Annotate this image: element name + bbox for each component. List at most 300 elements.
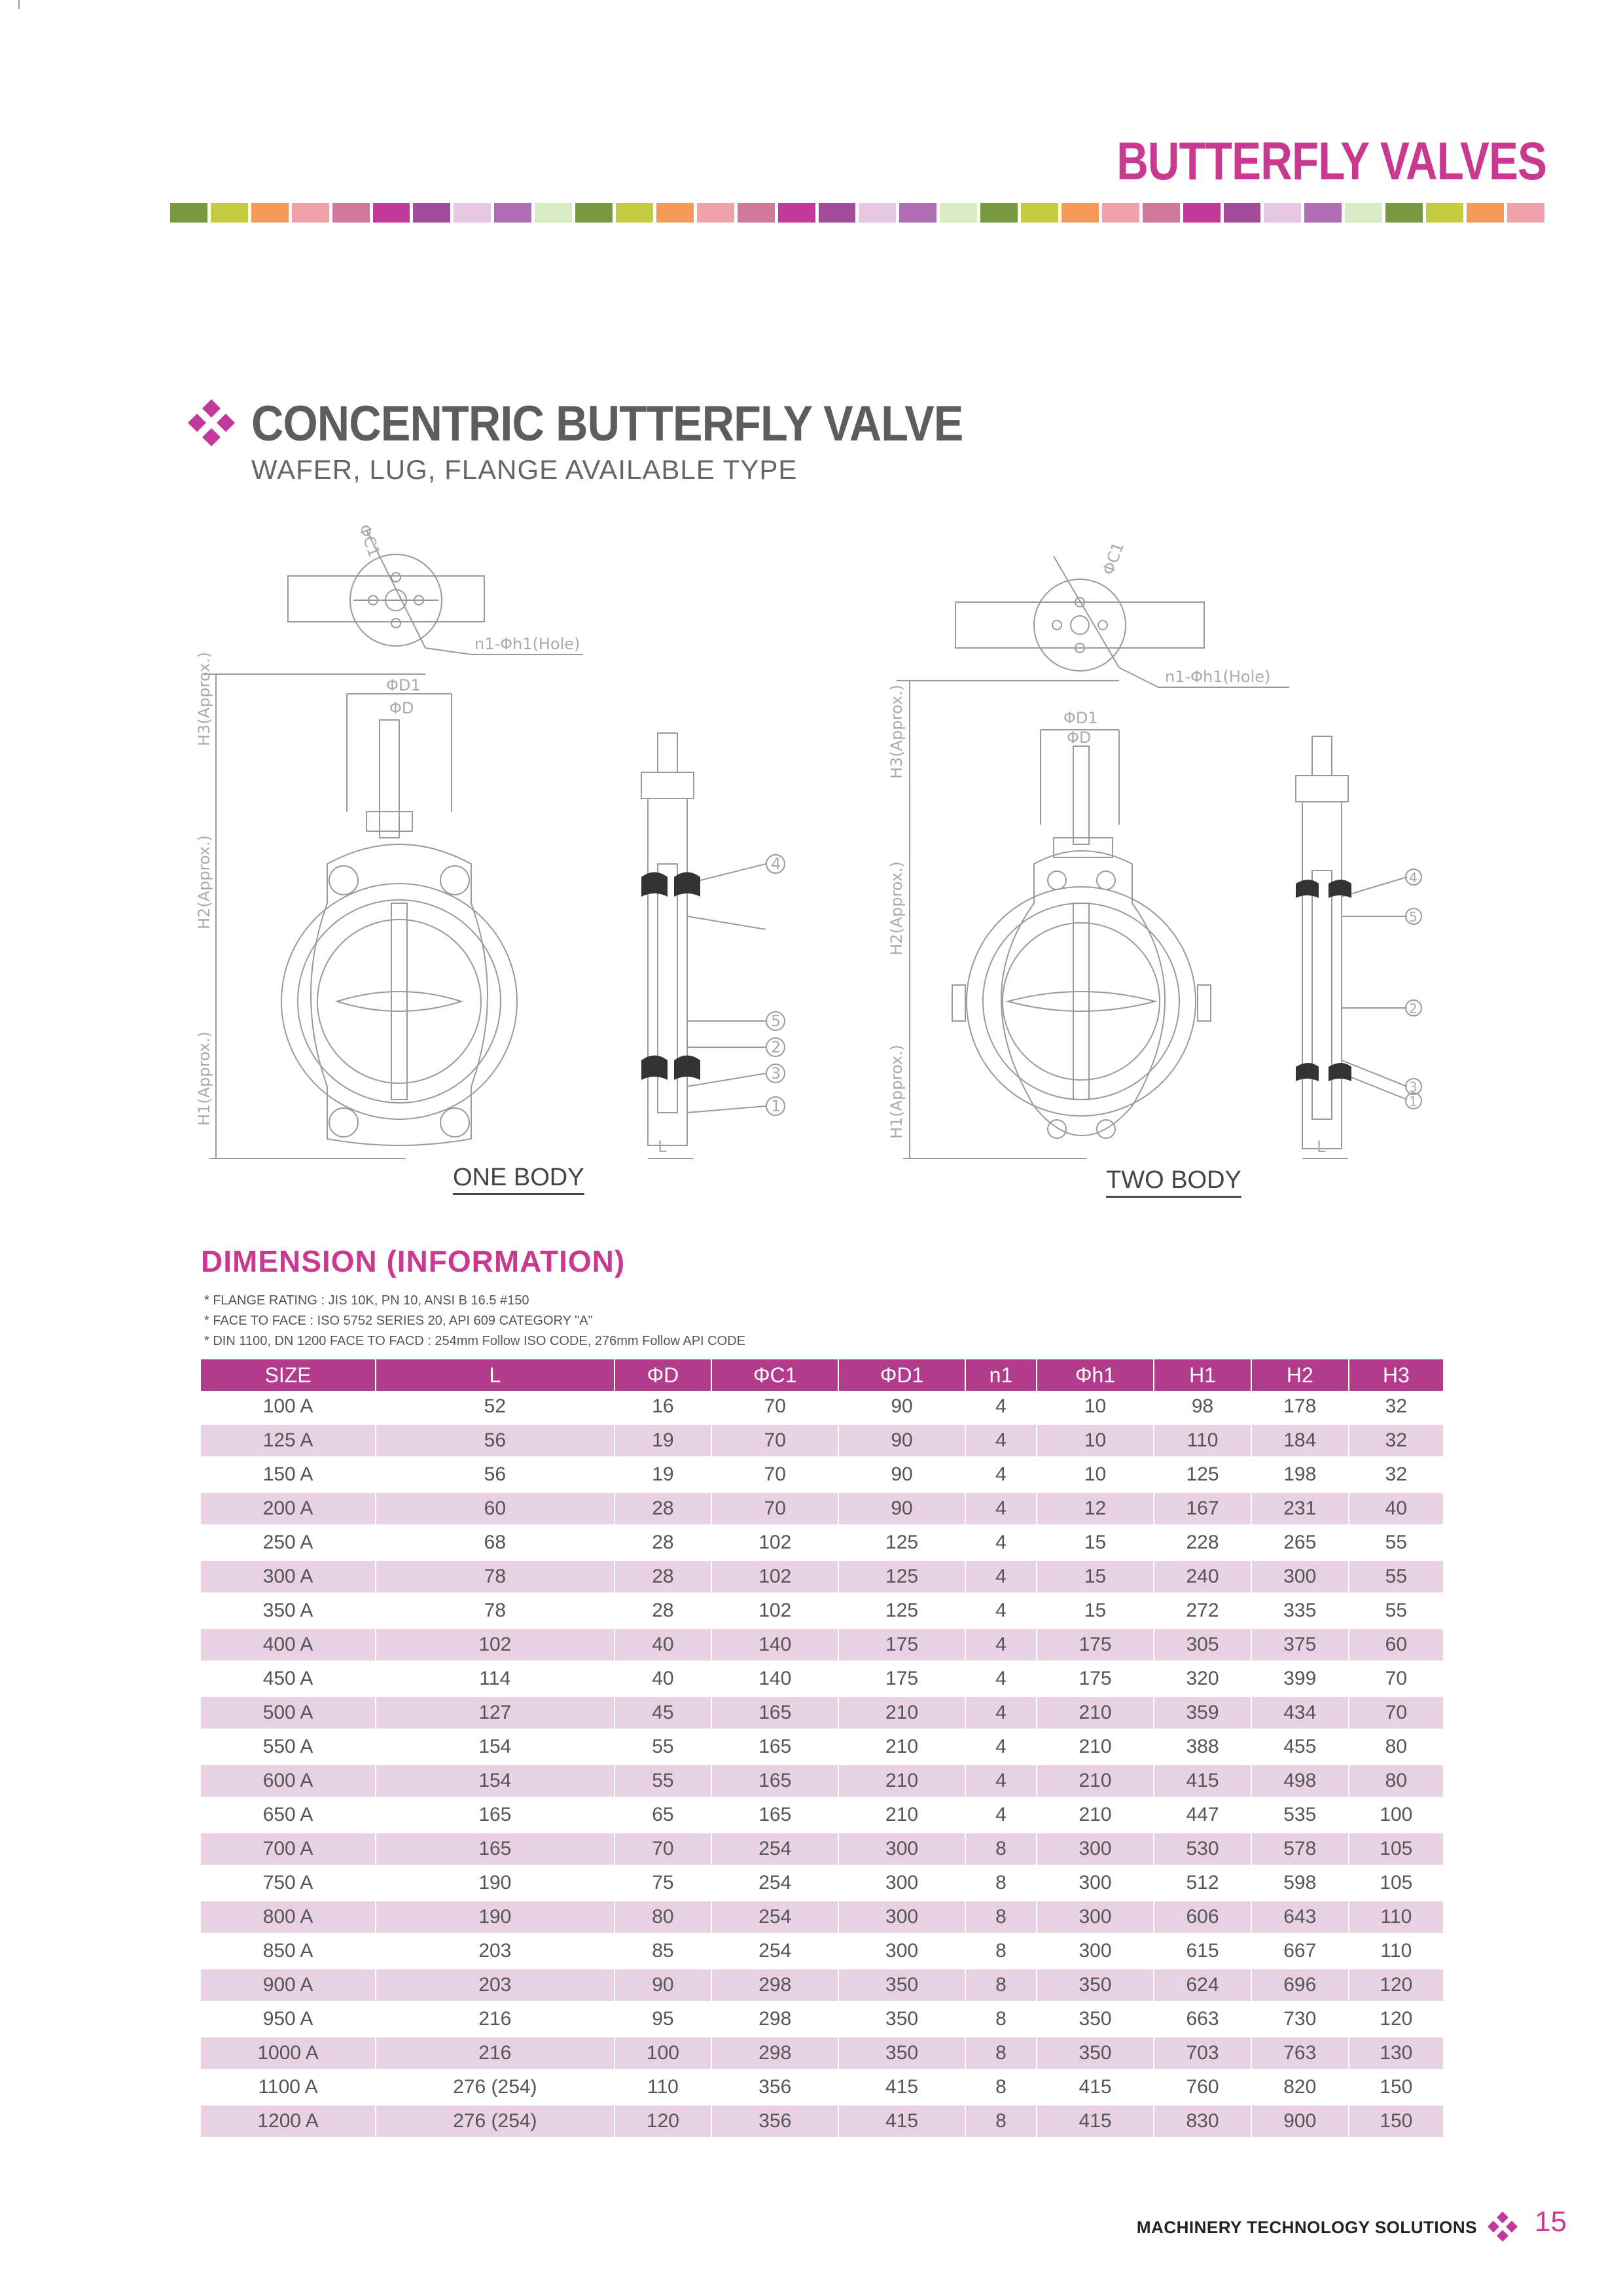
label-h1: H1(Approx.) — [195, 1031, 213, 1126]
table-cell: 90 — [615, 1969, 713, 2003]
table-cell: 120 — [1349, 2003, 1443, 2037]
table-cell: 4 — [966, 1459, 1037, 1493]
table-cell: 760 — [1154, 2072, 1252, 2106]
table-cell: 80 — [1349, 1765, 1443, 1799]
table-cell: 254 — [712, 1867, 839, 1901]
part-5-two: 5 — [1409, 909, 1418, 925]
table-cell: 75 — [615, 1867, 713, 1901]
table-cell: 300 — [839, 1935, 966, 1969]
section-subtitle: WAFER, LUG, FLANGE AVAILABLE TYPE — [251, 454, 798, 485]
table-cell: 216 — [376, 2037, 615, 2072]
table-cell: 763 — [1252, 2037, 1349, 2072]
color-swatch — [373, 203, 410, 223]
label-hole: n1-Φh1(Hole) — [474, 635, 580, 653]
table-cell: 8 — [966, 2003, 1037, 2037]
table-cell: 154 — [376, 1731, 615, 1765]
part-2: 2 — [771, 1038, 781, 1056]
table-cell: 643 — [1252, 1901, 1349, 1935]
table-row — [201, 1867, 1443, 1901]
table-cell: 210 — [839, 1799, 966, 1833]
table-cell: 110 — [1349, 1935, 1443, 1969]
table-cell: 127 — [376, 1697, 615, 1731]
part-4: 4 — [771, 855, 781, 873]
table-cell: 216 — [376, 2003, 615, 2037]
table-cell: 210 — [1037, 1765, 1154, 1799]
table-cell: 240 — [1154, 1561, 1252, 1595]
table-cell: 250 A — [201, 1527, 376, 1561]
color-swatch — [899, 203, 936, 223]
table-cell: 300 — [1037, 1935, 1154, 1969]
label-h2-two: H2(Approx.) — [887, 861, 906, 956]
table-cell: 125 — [839, 1527, 966, 1561]
color-swatch — [778, 203, 815, 223]
table-cell: 154 — [376, 1765, 615, 1799]
table-cell: 254 — [712, 1935, 839, 1969]
two-body-side-view — [1296, 736, 1421, 1158]
column-header: Φh1 — [1037, 1359, 1154, 1391]
table-cell: 254 — [712, 1833, 839, 1867]
table-cell: 276 (254) — [376, 2072, 615, 2106]
table-cell: 4 — [966, 1799, 1037, 1833]
table-cell: 184 — [1252, 1425, 1349, 1459]
column-header: ΦD1 — [839, 1359, 966, 1391]
table-cell: 70 — [712, 1493, 839, 1527]
color-swatch — [1021, 203, 1058, 223]
table-cell: 272 — [1154, 1595, 1252, 1629]
label-hole-two: n1-Φh1(Hole) — [1165, 668, 1271, 686]
table-cell: 8 — [966, 1867, 1037, 1901]
table-cell: 15 — [1037, 1595, 1154, 1629]
table-cell: 359 — [1154, 1697, 1252, 1731]
table-cell: 120 — [1349, 1969, 1443, 2003]
color-swatch — [1061, 203, 1099, 223]
color-swatch — [980, 203, 1018, 223]
table-cell: 70 — [712, 1459, 839, 1493]
table-cell: 535 — [1252, 1799, 1349, 1833]
table-cell: 70 — [712, 1425, 839, 1459]
crop-mark — [18, 0, 20, 9]
table-cell: 12 — [1037, 1493, 1154, 1527]
table-cell: 300 — [839, 1833, 966, 1867]
color-swatch — [1385, 203, 1423, 223]
table-cell: 95 — [615, 2003, 713, 2037]
table-cell: 70 — [1349, 1663, 1443, 1697]
table-row — [201, 1833, 1443, 1867]
table-cell: 16 — [615, 1391, 713, 1425]
color-swatch — [1224, 203, 1261, 223]
table-cell: 820 — [1252, 2072, 1349, 2106]
column-header: ΦD — [615, 1359, 713, 1391]
table-cell: 696 — [1252, 1969, 1349, 2003]
table-cell: 356 — [712, 2072, 839, 2106]
table-cell: 125 — [839, 1561, 966, 1595]
table-cell: 300 — [839, 1901, 966, 1935]
table-cell: 55 — [1349, 1561, 1443, 1595]
color-swatch — [1102, 203, 1139, 223]
part-1-two: 1 — [1409, 1094, 1418, 1109]
column-header: n1 — [966, 1359, 1037, 1391]
table-cell: 210 — [1037, 1731, 1154, 1765]
table-cell: 15 — [1037, 1561, 1154, 1595]
table-cell: 70 — [1349, 1697, 1443, 1731]
table-cell: 80 — [615, 1901, 713, 1935]
table-cell: 1100 A — [201, 2072, 376, 2106]
table-cell: 102 — [712, 1595, 839, 1629]
table-row — [201, 2106, 1443, 2140]
table-cell: 850 A — [201, 1935, 376, 1969]
table-cell: 90 — [839, 1391, 966, 1425]
table-cell: 28 — [615, 1595, 713, 1629]
table-cell: 190 — [376, 1867, 615, 1901]
table-cell: 90 — [839, 1493, 966, 1527]
column-header: ΦC1 — [712, 1359, 839, 1391]
table-cell: 700 A — [201, 1833, 376, 1867]
table-cell: 102 — [712, 1561, 839, 1595]
part-4-two: 4 — [1409, 870, 1418, 886]
table-cell: 105 — [1349, 1833, 1443, 1867]
color-swatch — [494, 203, 531, 223]
table-cell: 15 — [1037, 1527, 1154, 1561]
table-cell: 350 — [839, 2003, 966, 2037]
table-cell: 10 — [1037, 1459, 1154, 1493]
table-cell: 198 — [1252, 1459, 1349, 1493]
column-header: H3 — [1349, 1359, 1443, 1391]
color-swatch — [454, 203, 491, 223]
diamond-cluster-icon — [187, 398, 236, 448]
table-row — [201, 1799, 1443, 1833]
table-cell: 114 — [376, 1663, 615, 1697]
table-row — [201, 1629, 1443, 1663]
color-strip — [170, 203, 1544, 223]
table-cell: 140 — [712, 1663, 839, 1697]
table-row — [201, 1391, 1443, 1425]
table-cell: 4 — [966, 1731, 1037, 1765]
table-cell: 399 — [1252, 1663, 1349, 1697]
table-cell: 335 — [1252, 1595, 1349, 1629]
table-cell: 667 — [1252, 1935, 1349, 1969]
table-cell: 550 A — [201, 1731, 376, 1765]
table-row — [201, 2072, 1443, 2106]
table-cell: 8 — [966, 1969, 1037, 2003]
table-cell: 320 — [1154, 1663, 1252, 1697]
table-cell: 120 — [615, 2106, 713, 2140]
table-cell: 1200 A — [201, 2106, 376, 2140]
table-cell: 350 — [839, 2037, 966, 2072]
table-cell: 56 — [376, 1459, 615, 1493]
table-cell: 56 — [376, 1425, 615, 1459]
table-cell: 415 — [1154, 1765, 1252, 1799]
table-cell: 434 — [1252, 1697, 1349, 1731]
note: * FLANGE RATING : JIS 10K, PN 10, ANSI B 16.5 #150 — [204, 1293, 529, 1308]
label-c1-two: ΦC1 — [1099, 539, 1128, 578]
table-cell: 298 — [712, 2037, 839, 2072]
table-cell: 4 — [966, 1765, 1037, 1799]
color-swatch — [1264, 203, 1301, 223]
dimension-table — [201, 1359, 1443, 2140]
label-l: L — [658, 1138, 667, 1156]
table-cell: 140 — [712, 1629, 839, 1663]
color-swatch — [170, 203, 207, 223]
table-cell: 624 — [1154, 1969, 1252, 2003]
table-cell: 210 — [839, 1697, 966, 1731]
table-cell: 90 — [839, 1425, 966, 1459]
one-body-front-view — [203, 674, 517, 1158]
table-cell: 300 — [839, 1867, 966, 1901]
table-cell: 455 — [1252, 1731, 1349, 1765]
table-cell: 40 — [1349, 1493, 1443, 1527]
table-cell: 110 — [1154, 1425, 1252, 1459]
table-cell: 110 — [1349, 1901, 1443, 1935]
two-body-caption: TWO BODY — [1106, 1166, 1241, 1194]
table-cell: 4 — [966, 1527, 1037, 1561]
table-row — [201, 1765, 1443, 1799]
note: * FACE TO FACE : ISO 5752 SERIES 20, API 609 CATEGORY "A" — [204, 1314, 593, 1328]
table-cell: 450 A — [201, 1663, 376, 1697]
table-cell: 175 — [839, 1629, 966, 1663]
table-cell: 190 — [376, 1901, 615, 1935]
table-row — [201, 1731, 1443, 1765]
color-swatch — [1143, 203, 1180, 223]
color-swatch — [1507, 203, 1544, 223]
table-cell: 356 — [712, 2106, 839, 2140]
table-cell: 102 — [712, 1527, 839, 1561]
table-cell: 175 — [1037, 1663, 1154, 1697]
table-cell: 70 — [712, 1391, 839, 1425]
color-swatch — [940, 203, 977, 223]
table-cell: 150 A — [201, 1459, 376, 1493]
page-header-title: BUTTERFLY VALVES — [1116, 132, 1546, 191]
table-cell: 4 — [966, 1663, 1037, 1697]
table-cell: 8 — [966, 2037, 1037, 2072]
table-cell: 800 A — [201, 1901, 376, 1935]
table-cell: 167 — [1154, 1493, 1252, 1527]
table-cell: 530 — [1154, 1833, 1252, 1867]
table-cell: 40 — [615, 1629, 713, 1663]
table-cell: 165 — [712, 1765, 839, 1799]
table-cell: 298 — [712, 1969, 839, 2003]
table-cell: 350 A — [201, 1595, 376, 1629]
table-cell: 305 — [1154, 1629, 1252, 1663]
table-cell: 200 A — [201, 1493, 376, 1527]
table-cell: 4 — [966, 1595, 1037, 1629]
table-cell: 600 A — [201, 1765, 376, 1799]
label-c1: ΦC1 — [355, 522, 384, 560]
table-cell: 8 — [966, 2072, 1037, 2106]
table-cell: 231 — [1252, 1493, 1349, 1527]
table-cell: 55 — [1349, 1527, 1443, 1561]
table-row — [201, 2003, 1443, 2037]
color-swatch — [1183, 203, 1221, 223]
color-swatch — [413, 203, 450, 223]
note: * DIN 1100, DN 1200 FACE TO FACD : 254mm Follow ISO CODE, 276mm Follow API CODE — [204, 1334, 745, 1348]
table-row — [201, 1493, 1443, 1527]
table-cell: 4 — [966, 1425, 1037, 1459]
table-cell: 300 — [1037, 1833, 1154, 1867]
color-swatch — [819, 203, 856, 223]
table-cell: 830 — [1154, 2106, 1252, 2140]
table-cell: 4 — [966, 1561, 1037, 1595]
two-body-front-view — [897, 681, 1211, 1158]
table-cell: 900 — [1252, 2106, 1349, 2140]
table-cell: 125 — [1154, 1459, 1252, 1493]
table-cell: 8 — [966, 1935, 1037, 1969]
table-cell: 210 — [839, 1765, 966, 1799]
table-cell: 350 — [1037, 1969, 1154, 2003]
table-cell: 447 — [1154, 1799, 1252, 1833]
color-swatch — [1467, 203, 1504, 223]
table-cell: 415 — [1037, 2106, 1154, 2140]
table-cell: 300 — [1037, 1867, 1154, 1901]
part-3-two: 3 — [1409, 1079, 1418, 1095]
table-cell: 350 — [1037, 2003, 1154, 2037]
table-cell: 100 A — [201, 1391, 376, 1425]
label-h2: H2(Approx.) — [195, 834, 213, 929]
page-number: 15 — [1535, 2206, 1567, 2238]
table-cell: 55 — [615, 1765, 713, 1799]
valve-drawings — [190, 497, 1440, 1237]
table-cell: 165 — [712, 1799, 839, 1833]
table-cell: 78 — [376, 1561, 615, 1595]
table-cell: 10 — [1037, 1425, 1154, 1459]
color-swatch — [616, 203, 653, 223]
color-swatch — [251, 203, 289, 223]
table-cell: 350 — [1037, 2037, 1154, 2072]
table-cell: 125 A — [201, 1425, 376, 1459]
table-row — [201, 1663, 1443, 1697]
dimension-title: DIMENSION (INFORMATION) — [201, 1244, 626, 1278]
table-cell: 703 — [1154, 2037, 1252, 2072]
table-cell: 55 — [1349, 1595, 1443, 1629]
part-2-two: 2 — [1409, 1001, 1418, 1016]
color-swatch — [211, 203, 248, 223]
table-cell: 350 — [839, 1969, 966, 2003]
table-cell: 615 — [1154, 1935, 1252, 1969]
table-cell: 228 — [1154, 1527, 1252, 1561]
part-5: 5 — [771, 1012, 781, 1030]
table-cell: 105 — [1349, 1867, 1443, 1901]
label-d1: ΦD1 — [386, 676, 421, 694]
label-h3-two: H3(Approx.) — [887, 684, 906, 779]
table-cell: 125 — [839, 1595, 966, 1629]
column-header: L — [376, 1359, 615, 1391]
table-cell: 45 — [615, 1697, 713, 1731]
part-1: 1 — [771, 1097, 781, 1115]
table-cell: 210 — [1037, 1697, 1154, 1731]
color-swatch — [1304, 203, 1342, 223]
color-swatch — [738, 203, 775, 223]
table-cell: 730 — [1252, 2003, 1349, 2037]
section-title: CONCENTRIC BUTTERFLY VALVE — [251, 396, 963, 452]
table-cell: 276 (254) — [376, 2106, 615, 2140]
table-cell: 300 — [1252, 1561, 1349, 1595]
color-swatch — [656, 203, 694, 223]
table-cell: 750 A — [201, 1867, 376, 1901]
table-cell: 415 — [839, 2106, 966, 2140]
table-cell: 55 — [615, 1731, 713, 1765]
table-cell: 130 — [1349, 2037, 1443, 2072]
table-cell: 175 — [1037, 1629, 1154, 1663]
table-cell: 900 A — [201, 1969, 376, 2003]
table-cell: 4 — [966, 1629, 1037, 1663]
table-cell: 32 — [1349, 1391, 1443, 1425]
table-cell: 210 — [839, 1731, 966, 1765]
table-cell: 8 — [966, 2106, 1037, 2140]
table-row — [201, 1935, 1443, 1969]
table-cell: 150 — [1349, 2106, 1443, 2140]
table-cell: 78 — [376, 1595, 615, 1629]
table-cell: 28 — [615, 1527, 713, 1561]
table-cell: 203 — [376, 1935, 615, 1969]
color-swatch — [292, 203, 329, 223]
table-cell: 100 — [1349, 1799, 1443, 1833]
table-cell: 28 — [615, 1561, 713, 1595]
table-row — [201, 1901, 1443, 1935]
color-swatch — [1426, 203, 1463, 223]
table-cell: 19 — [615, 1425, 713, 1459]
part-3: 3 — [771, 1064, 781, 1083]
table-cell: 19 — [615, 1459, 713, 1493]
table-header-row — [201, 1359, 1443, 1391]
table-cell: 254 — [712, 1901, 839, 1935]
table-cell: 90 — [839, 1459, 966, 1493]
table-cell: 175 — [839, 1663, 966, 1697]
table-cell: 598 — [1252, 1867, 1349, 1901]
table-cell: 500 A — [201, 1697, 376, 1731]
label-h3: H3(Approx.) — [195, 651, 213, 746]
table-cell: 80 — [1349, 1731, 1443, 1765]
table-cell: 10 — [1037, 1391, 1154, 1425]
table-cell: 663 — [1154, 2003, 1252, 2037]
diamond-cluster-icon — [1487, 2211, 1518, 2242]
table-cell: 300 — [1037, 1901, 1154, 1935]
table-cell: 165 — [376, 1833, 615, 1867]
color-swatch — [859, 203, 896, 223]
table-cell: 32 — [1349, 1459, 1443, 1493]
table-cell: 400 A — [201, 1629, 376, 1663]
table-cell: 60 — [376, 1493, 615, 1527]
table-cell: 512 — [1154, 1867, 1252, 1901]
table-cell: 650 A — [201, 1799, 376, 1833]
table-cell: 4 — [966, 1697, 1037, 1731]
label-d: ΦD — [389, 699, 414, 717]
table-row — [201, 1561, 1443, 1595]
table-cell: 498 — [1252, 1765, 1349, 1799]
table-cell: 178 — [1252, 1391, 1349, 1425]
table-cell: 52 — [376, 1391, 615, 1425]
table-row — [201, 1527, 1443, 1561]
table-cell: 210 — [1037, 1799, 1154, 1833]
table-cell: 165 — [712, 1697, 839, 1731]
table-cell: 70 — [615, 1833, 713, 1867]
one-body-caption: ONE BODY — [453, 1164, 584, 1191]
table-cell: 1000 A — [201, 2037, 376, 2072]
table-cell: 950 A — [201, 2003, 376, 2037]
table-cell: 8 — [966, 1833, 1037, 1867]
table-cell: 375 — [1252, 1629, 1349, 1663]
table-row — [201, 1425, 1443, 1459]
table-cell: 28 — [615, 1493, 713, 1527]
table-cell: 578 — [1252, 1833, 1349, 1867]
table-cell: 100 — [615, 2037, 713, 2072]
table-cell: 85 — [615, 1935, 713, 1969]
table-cell: 415 — [1037, 2072, 1154, 2106]
color-swatch — [535, 203, 572, 223]
table-cell: 298 — [712, 2003, 839, 2037]
table-cell: 68 — [376, 1527, 615, 1561]
table-cell: 388 — [1154, 1731, 1252, 1765]
color-swatch — [332, 203, 370, 223]
label-l-two: L — [1317, 1138, 1326, 1156]
